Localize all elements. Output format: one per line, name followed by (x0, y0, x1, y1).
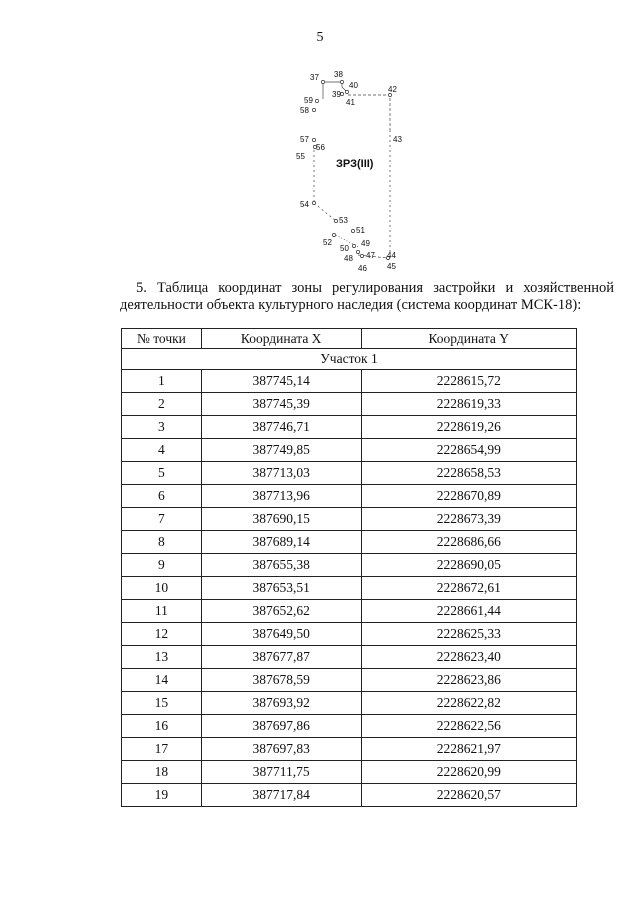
cell-coordinate-x: 387713,03 (201, 462, 361, 485)
cell-coordinate-y: 2228625,33 (361, 623, 577, 646)
diagram-point-label: 38 (334, 70, 343, 79)
table-row (122, 600, 577, 623)
cell-coordinate-x: 387717,84 (201, 784, 361, 807)
section-row (122, 349, 577, 370)
cell-coordinate-x: 387697,86 (201, 715, 361, 738)
cell-coordinate-x: 387689,14 (201, 531, 361, 554)
cell-coordinate-x: 387649,50 (201, 623, 361, 646)
table-row (122, 439, 577, 462)
table-row (122, 692, 577, 715)
cell-coordinate-y: 2228654,99 (361, 439, 577, 462)
table-header-row (122, 329, 577, 349)
table-row (122, 623, 577, 646)
cell-point-number: 11 (122, 600, 202, 623)
cell-coordinate-y: 2228661,44 (361, 600, 577, 623)
cell-coordinate-y: 2228622,82 (361, 692, 577, 715)
diagram-point-label: 52 (323, 238, 332, 247)
cell-point-number: 15 (122, 692, 202, 715)
cell-point-number: 16 (122, 715, 202, 738)
cell-point-number: 5 (122, 462, 202, 485)
diagram-point-label: 53 (339, 216, 348, 225)
cell-coordinate-x: 387697,83 (201, 738, 361, 761)
cell-coordinate-y: 2228620,99 (361, 761, 577, 784)
diagram-point-label: 51 (356, 226, 365, 235)
table-row (122, 715, 577, 738)
table-row (122, 370, 577, 393)
cell-coordinate-y: 2228620,57 (361, 784, 577, 807)
cell-coordinate-x: 387693,92 (201, 692, 361, 715)
table-row (122, 761, 577, 784)
header-coordinate-y: Координата Y (361, 329, 577, 349)
cell-coordinate-y: 2228673,39 (361, 508, 577, 531)
cell-coordinate-y: 2228658,53 (361, 462, 577, 485)
diagram-point-label: 41 (346, 98, 355, 107)
cell-coordinate-y: 2228686,66 (361, 531, 577, 554)
cell-coordinate-x: 387690,15 (201, 508, 361, 531)
cell-coordinate-y: 2228672,61 (361, 577, 577, 600)
cell-coordinate-x: 387749,85 (201, 439, 361, 462)
cell-coordinate-y: 2228621,97 (361, 738, 577, 761)
diagram-point-label: 45 (387, 262, 396, 271)
diagram-point-label: 58 (300, 106, 309, 115)
table-row (122, 462, 577, 485)
diagram-point-label: 57 (300, 135, 309, 144)
cell-coordinate-x: 387678,59 (201, 669, 361, 692)
cell-coordinate-y: 2228670,89 (361, 485, 577, 508)
table-row (122, 393, 577, 416)
cell-coordinate-y: 2228690,05 (361, 554, 577, 577)
cell-coordinate-x: 387655,38 (201, 554, 361, 577)
cell-point-number: 18 (122, 761, 202, 784)
diagram-point-label: 43 (393, 135, 402, 144)
table-row (122, 531, 577, 554)
diagram-point-label: 37 (310, 73, 319, 82)
cell-point-number: 7 (122, 508, 202, 531)
cell-point-number: 2 (122, 393, 202, 416)
diagram-point-label: 44 (387, 251, 396, 260)
cell-coordinate-y: 2228615,72 (361, 370, 577, 393)
cell-coordinate-x: 387652,62 (201, 600, 361, 623)
zone-boundary-svg (290, 65, 420, 275)
cell-point-number: 10 (122, 577, 202, 600)
diagram-point-label: 50 (340, 244, 349, 253)
diagram-point-label: 42 (388, 85, 397, 94)
cell-coordinate-x: 387745,14 (201, 370, 361, 393)
cell-point-number: 14 (122, 669, 202, 692)
diagram-point-label: 56 (316, 143, 325, 152)
table-row (122, 485, 577, 508)
table-row (122, 508, 577, 531)
cell-coordinate-x: 387677,87 (201, 646, 361, 669)
cell-coordinate-x: 387745,39 (201, 393, 361, 416)
cell-point-number: 17 (122, 738, 202, 761)
cell-point-number: 4 (122, 439, 202, 462)
table-row (122, 646, 577, 669)
table-row (122, 416, 577, 439)
cell-point-number: 3 (122, 416, 202, 439)
cell-point-number: 8 (122, 531, 202, 554)
cell-point-number: 13 (122, 646, 202, 669)
cell-coordinate-x: 387746,71 (201, 416, 361, 439)
cell-point-number: 12 (122, 623, 202, 646)
diagram-point-label: 40 (349, 81, 358, 90)
section-label: Участок 1 (122, 349, 577, 370)
zone-label: ЗРЗ(III) (336, 158, 374, 170)
header-point-number: № точки (122, 329, 202, 349)
cell-coordinate-y: 2228622,56 (361, 715, 577, 738)
diagram-point-label: 49 (361, 239, 370, 248)
cell-coordinate-x: 387713,96 (201, 485, 361, 508)
table-body (122, 349, 577, 807)
cell-point-number: 1 (122, 370, 202, 393)
diagram-point-label: 48 (344, 254, 353, 263)
page-number: 5 (316, 30, 324, 45)
cell-coordinate-x: 387711,75 (201, 761, 361, 784)
table-row (122, 554, 577, 577)
diagram-point-label: 54 (300, 200, 309, 209)
table-heading (120, 280, 614, 314)
diagram-point-label: 47 (366, 251, 375, 260)
table-row (122, 784, 577, 807)
diagram-point-label: 59 (304, 96, 313, 105)
zone-boundary-diagram (290, 65, 420, 280)
diagram-point-label: 46 (358, 264, 367, 273)
table-row (122, 577, 577, 600)
diagram-point-label: 55 (296, 152, 305, 161)
cell-coordinate-y: 2228619,33 (361, 393, 577, 416)
cell-coordinate-y: 2228623,40 (361, 646, 577, 669)
table-row (122, 738, 577, 761)
header-coordinate-x: Координата X (201, 329, 361, 349)
cell-point-number: 9 (122, 554, 202, 577)
table-row (122, 669, 577, 692)
cell-coordinate-y: 2228619,26 (361, 416, 577, 439)
coordinates-table (121, 328, 577, 807)
diagram-point-label: 39 (332, 90, 341, 99)
cell-point-number: 19 (122, 784, 202, 807)
cell-point-number: 6 (122, 485, 202, 508)
cell-coordinate-y: 2228623,86 (361, 669, 577, 692)
heading-line-1: 5. Таблица координат зоны регулирования застройки и хозяйственной (136, 280, 614, 296)
heading-line-2: деятельности объекта культурного наследия (система координат МСК-18): (120, 297, 582, 313)
cell-coordinate-x: 387653,51 (201, 577, 361, 600)
